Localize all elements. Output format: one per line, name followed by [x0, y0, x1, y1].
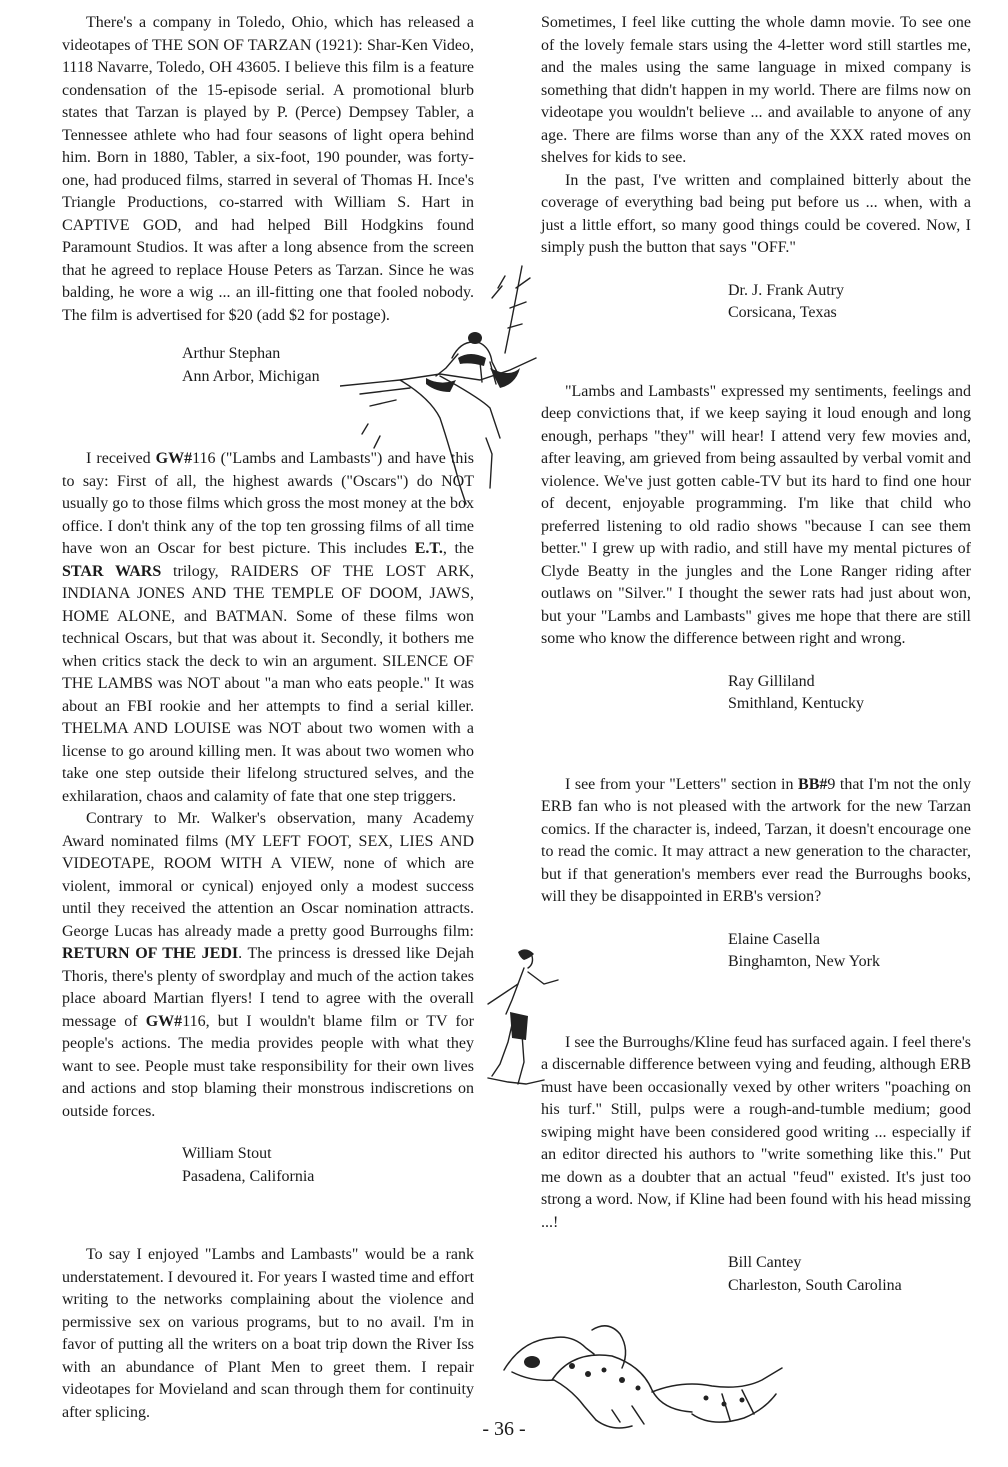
letter-cantey-body: I see the Burroughs/Kline feud has surfaced again. I feel there's a discernable difference between vying and feuding, although ERB must have been occasionally vexed by other writers "poaching on his turf." Still, pulps were a rough-and-tumble medium; good swiping might have been considered good writing ... especially if an editor directed his authors to "write something like this." Put me down as a doubter that an actual "feud" existed. It's just too strong a word. Now, if Kline had been found with his head missing ...!	[541, 1033, 971, 1231]
letter-gilliland-body: "Lambs and Lambasts" expressed my sentiments, feelings and deep convictions that, if we keep saying it loud enough and long enough, perhaps "they" will hear! I attend very few movies and, after leaving, am grieved from being assaulted by verbal vomit and violence. We've just gotten cable-TV but its hard to find one hour of decent, enjoyable programming. I'm like that child who preferred listening to old radio shows "because I can see them better." I grew up with radio, and still have my mental pictures of Clyde Beatty in the jungles and the Lone Ranger riding after outlaws on "Silver." I thought the sewer rats had just about won, but your "Lambs and Lambasts" gives me hope that there are still some who know the difference between right and wrong.	[541, 382, 971, 647]
letter-stephan-body: There's a company in Toledo, Ohio, which has released a videotapes of THE SON OF TARZAN (1921): Shar-Ken Video, 1118 Navarre, Toledo, OH 43605. I believe this film is a feature condensation of the 15-episode serial. A promotional blurb states that Tarzan is played by P. (Perce) Dempsey Tabler, a Tennessee athlete who had four seasons of light opera behind him. Born in 1880, Tabler, a six-foot, 190 pounder, was forty-one, had produced films, starred in several of Thomas H. Ince's Triangle Productions, co-starred with William S. Hart in CAPTIVE GOD, and had helped Bill Hodgkins found Paramount Studios. It was after a long absence from the screen that he agreed to replace House Peters as Tarzan. Since he was balding, he wore a wig ... an ill-fitting one that fooled nobody. The film is advertised for $20 (add $2 for postage).	[62, 14, 474, 324]
left-column	[62, 12, 474, 1424]
signature-name: William Stout	[182, 1145, 272, 1162]
signature-stout	[182, 1143, 474, 1188]
signature-name: Bill Cantey	[728, 1254, 802, 1271]
signature-place: Corsicana, Texas	[728, 304, 837, 321]
letter-autry-paragraph-3: In the past, I've written and complained bitterly about the coverage of everything bad being put before us ... when, with a just a little effort, so many good things could be covered. Now, I simply push the button that says "OFF."	[541, 171, 971, 256]
letter-autry-paragraph-1: To say I enjoyed "Lambs and Lambasts" would be a rank understatement. I devoured it. For years I wasted time and effort writing to the networks complaining about the violence and permissive sex on various programs, but to no avail. I'm in favor of putting all the writers on a boat trip down the River Iss with an abundance of Plant Men to greet them. I repair videotapes for Movieland and scan through them for continuity after splicing.	[62, 1246, 475, 1421]
right-column	[541, 12, 971, 1297]
signature-place: Ann Arbor, Michigan	[182, 367, 320, 385]
signature-place: Charleston, South Carolina	[728, 1276, 902, 1294]
signature-name: Ray Gilliland	[728, 672, 815, 690]
letter-stout-paragraph-2: Contrary to Mr. Walker's observation, many Academy Award nominated films (MY LEFT FOOT, SEX, LIES AND VIDEOTAPE, ROOM WITH A VIEW, none of which are violent, immoral or cynical) enjoyed only a modest success until they received the attention an Oscar nomination attracts. George Lucas has already made a pretty good Burroughs film: RETURN OF THE JEDI. The princess is dressed like Dejah Thoris, there's plenty of swordplay and much of the action takes place aboard Martian flyers! I tend to agree with the overall message of GW#116, but I wouldn't blame film or TV for people's actions. The media provides people with what they want to see. People must take responsibility for their own lives and actions and stop blaming their monstrous indiscretions on outside forces.	[62, 810, 474, 1120]
tarzan-cliff-illustration	[340, 258, 555, 508]
page-number: - 36 -	[482, 1418, 526, 1440]
signature-gilliland	[728, 671, 971, 716]
letter-stout-paragraph-1: I received GW#116 ("Lambs and Lambasts") and have this to say: First of all, the highest awards ("Oscars") do NOT usually go to those films which gross the most money at the box office. I don't think any of the top ten grossing films of all time have won an Oscar for best picture. This includes E.T., the STAR WARS trilogy, RAIDERS OF THE LOST ARK, INDIANA JONES AND THE TEMPLE OF DOOM, JAWS, HOME ALONE, and BATMAN. Some of these films won technical Oscars, but that was about it. Secondly, it bothers me when critics stack the deck to win an argument. SILENCE OF THE LAMBS was NOT about "a man who eats people." It was about an FBI rookie and her attempts to find a serial killer. THELMA AND LOUISE was NOT about two women with a license to go around killing men. It was about two women who take one step outside their lifelong structured selves, and the exhilaration, chaos and calamity of fate that one step triggers.	[62, 450, 475, 805]
signature-name: Dr. J. Frank Autry	[728, 281, 844, 299]
signature-place: Binghamton, New York	[728, 953, 881, 970]
signature-cantey	[728, 1252, 971, 1297]
signature-place: Pasadena, California	[182, 1167, 315, 1185]
signature-casella	[728, 929, 971, 974]
signature-place: Smithland, Kentucky	[728, 695, 864, 712]
signature-name: Elaine Casella	[728, 930, 820, 948]
letter-autry-continued: Sometimes, I feel like cutting the whole damn movie. To see one of the lovely female stars using the 4-letter word still startles me, and the males using the same language in mixed company is something that didn't happen in my world. There are films now on videotape you wouldn't believe ... and available to anyone of any age. There are films worse than any of the XXX rated moves on shelves for kids to see.	[541, 14, 971, 166]
tarzan-standing-illustration	[478, 944, 564, 1094]
letter-casella-body: I see from your "Letters" section in BB#9 that I'm not the only ERB fan who is not pleased with the artwork for the new Tarzan comics. If the character is, indeed, Tarzan, it doesn't encourage one to read the comic. It may attract a new generation to the character, but if that generation's members ever read the Burroughs books, will they be disappointed in ERB's version?	[541, 775, 971, 905]
signature-autry	[728, 280, 971, 325]
signature-name: Arthur Stephan	[182, 345, 281, 362]
